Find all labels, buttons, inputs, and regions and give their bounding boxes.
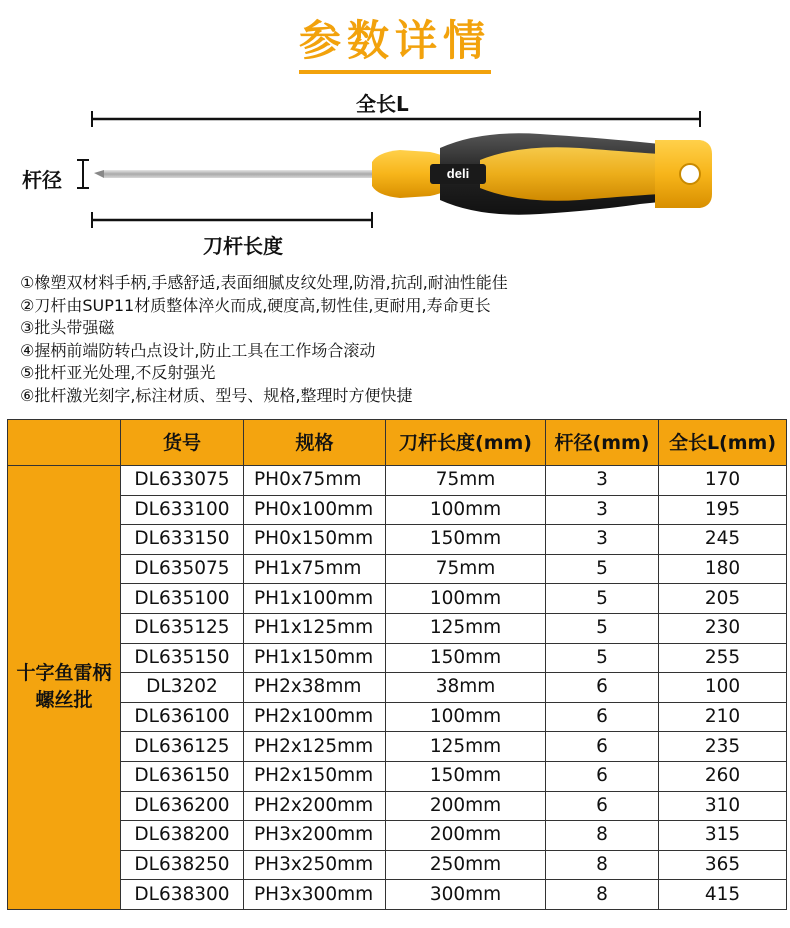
table-cell: DL635150 (121, 643, 244, 673)
table-cell: 150mm (386, 525, 546, 555)
table-row (8, 732, 787, 762)
table-cell: PH1x125mm (244, 613, 386, 643)
table-cell: 245 (659, 525, 787, 555)
feature-item: ③批头带强磁 (20, 318, 115, 337)
table-cell: 125mm (386, 732, 546, 762)
table-row (8, 821, 787, 851)
table-row (8, 761, 787, 791)
table-cell: 6 (546, 702, 659, 732)
table-cell: 150mm (386, 643, 546, 673)
table-cell: 100mm (386, 495, 546, 525)
header-cell: 杆径(mm) (546, 420, 659, 466)
table-cell: 260 (659, 761, 787, 791)
table-row (8, 466, 787, 496)
table-cell: PH2x38mm (244, 673, 386, 703)
feature-item: ④握柄前端防转凸点设计,防止工具在工作场合滚动 (20, 340, 376, 360)
table-cell: PH2x125mm (244, 732, 386, 762)
table-cell: 5 (546, 584, 659, 614)
table-cell: 300mm (386, 880, 546, 910)
table-cell: DL635125 (121, 613, 244, 643)
table-cell: 6 (546, 732, 659, 762)
table-cell: DL636200 (121, 791, 244, 821)
table-cell: 150mm (386, 761, 546, 791)
feature-item: ①橡塑双材料手柄,手感舒适,表面细腻皮纹处理,防滑,抗刮,耐油性能佳 (20, 273, 508, 292)
screwdriver-diagram (0, 82, 790, 262)
table-cell: PH2x100mm (244, 702, 386, 732)
table-cell: 100mm (386, 584, 546, 614)
brand-logo: deli (446, 166, 470, 181)
feature-item: ⑤批杆亚光处理,不反射强光 (20, 363, 216, 382)
table-cell: 5 (546, 613, 659, 643)
table-cell: 100 (659, 673, 787, 703)
table-cell: PH3x200mm (244, 821, 386, 851)
table-cell: 125mm (386, 613, 546, 643)
table-cell: 210 (659, 702, 787, 732)
header-corner (8, 420, 121, 466)
table-cell: DL638200 (121, 821, 244, 851)
spec-table (7, 419, 787, 910)
table-cell: DL638300 (121, 880, 244, 910)
table-cell: 315 (659, 821, 787, 851)
table-row (8, 643, 787, 673)
shaft-diameter-label: 杆径 (22, 168, 62, 192)
table-row (8, 495, 787, 525)
table-cell: 415 (659, 880, 787, 910)
table-cell: 8 (546, 880, 659, 910)
table-cell: 255 (659, 643, 787, 673)
handle-hang-hole (680, 164, 700, 184)
table-cell: PH0x75mm (244, 466, 386, 496)
table-cell: 8 (546, 821, 659, 851)
table-cell: 235 (659, 732, 787, 762)
table-row (8, 584, 787, 614)
table-cell: 3 (546, 525, 659, 555)
table-cell: PH3x300mm (244, 880, 386, 910)
table-cell: PH3x250mm (244, 850, 386, 880)
table-cell: 75mm (386, 466, 546, 496)
table-cell: DL638250 (121, 850, 244, 880)
header-cell: 规格 (244, 420, 386, 466)
table-body (8, 466, 787, 910)
table-row (8, 702, 787, 732)
table-cell: DL636125 (121, 732, 244, 762)
table-cell: 5 (546, 554, 659, 584)
table-cell: 75mm (386, 554, 546, 584)
feature-list (20, 272, 780, 407)
table-cell: PH1x150mm (244, 643, 386, 673)
table-cell: 170 (659, 466, 787, 496)
title-bar (0, 0, 790, 78)
table-row (8, 673, 787, 703)
table-row (8, 880, 787, 910)
header-cell: 刀杆长度(mm) (386, 420, 546, 466)
table-cell: 38mm (386, 673, 546, 703)
table-row (8, 525, 787, 555)
page-title: 参数详情 (299, 8, 491, 74)
table-cell: 195 (659, 495, 787, 525)
table-row (8, 613, 787, 643)
table-cell: 3 (546, 466, 659, 496)
table-cell: 250mm (386, 850, 546, 880)
table-cell: 230 (659, 613, 787, 643)
screwdriver-illustration (0, 82, 790, 262)
table-cell: PH0x150mm (244, 525, 386, 555)
feature-item: ⑥批杆激光刻字,标注材质、型号、规格,整理时方便快捷 (20, 385, 413, 405)
table-cell: 6 (546, 673, 659, 703)
table-row (8, 850, 787, 880)
table-cell: DL633075 (121, 466, 244, 496)
table-cell: DL636100 (121, 702, 244, 732)
overall-length-label: 全长L (356, 92, 409, 116)
table-cell: PH2x150mm (244, 761, 386, 791)
table-cell: 3 (546, 495, 659, 525)
table-cell: 205 (659, 584, 787, 614)
table-cell: DL633100 (121, 495, 244, 525)
table-cell: 6 (546, 761, 659, 791)
table-row (8, 554, 787, 584)
table-cell: DL635075 (121, 554, 244, 584)
table-cell: 310 (659, 791, 787, 821)
phillips-tip (94, 170, 104, 178)
category-cell: 十字鱼雷柄螺丝批 (8, 466, 121, 910)
table-cell: 180 (659, 554, 787, 584)
feature-item: ②刀杆由SUP11材质整体淬火而成,硬度高,韧性佳,更耐用,寿命更长 (20, 295, 491, 315)
table-cell: DL633150 (121, 525, 244, 555)
table-cell: 5 (546, 643, 659, 673)
table-cell: 200mm (386, 821, 546, 851)
table-cell: DL636150 (121, 761, 244, 791)
table-cell: DL635100 (121, 584, 244, 614)
table-cell: PH2x200mm (244, 791, 386, 821)
table-cell: PH1x100mm (244, 584, 386, 614)
table-cell: 365 (659, 850, 787, 880)
table-cell: 100mm (386, 702, 546, 732)
blade-length-label: 刀杆长度 (203, 234, 283, 258)
table-cell: PH0x100mm (244, 495, 386, 525)
table-cell: DL3202 (121, 673, 244, 703)
table-cell: 8 (546, 850, 659, 880)
table-cell: 6 (546, 791, 659, 821)
header-cell: 货号 (121, 420, 244, 466)
header-cell: 全长L(mm) (659, 420, 787, 466)
table-cell: 200mm (386, 791, 546, 821)
table-cell: PH1x75mm (244, 554, 386, 584)
screwdriver-shaft (104, 170, 376, 178)
table-row (8, 791, 787, 821)
handle-inlay (480, 147, 660, 201)
table-header-row (8, 420, 787, 466)
